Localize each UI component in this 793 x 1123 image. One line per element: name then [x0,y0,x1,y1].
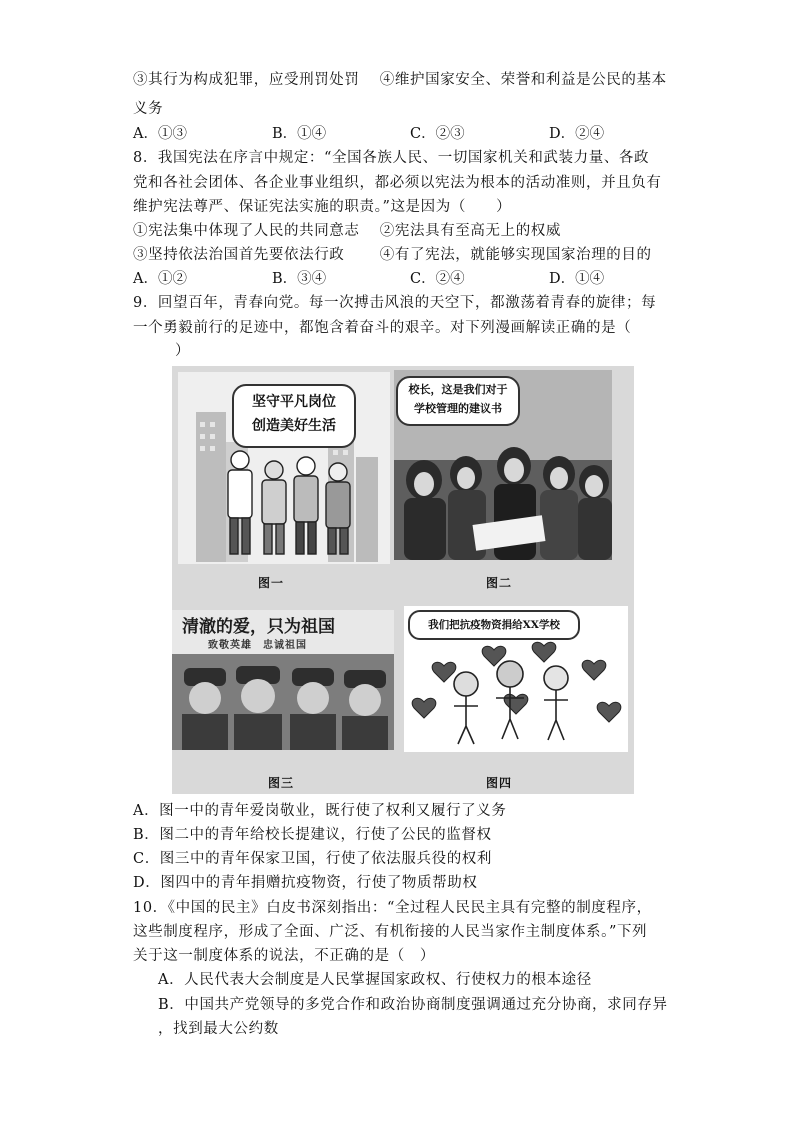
q7-option-b: B．①④ [272,126,327,142]
student-speech-bubble [396,376,520,426]
q7-statements-line-cont: 义务 [133,101,164,117]
panel-3-soldiers [172,610,394,750]
panel-1-workers [178,372,390,564]
q9-option-d: D．图四中的青年捐赠抗疫物资，行使了物质帮助权 [133,875,478,891]
panel-2-students [394,370,612,560]
q8-option-b: B．③④ [272,271,327,287]
q9-option-c: C．图三中的青年保家卫国，行使了依法服兵役的权利 [133,851,492,867]
donation-speech-bubble: 我们把抗疫物资捐给XX学校 [408,610,580,640]
q8-option-d: D．①④ [549,271,605,287]
panel-4-donation [404,606,628,752]
caption-figure-4: 图四 [486,776,513,790]
q8-stem-line-2: 党和各社会团体、各企业事业组织，都必须以宪法为根本的活动准则，并且负有 [133,175,662,191]
q8-statements-1: ①宪法集中体现了人民的共同意志 ②宪法具有至高无上的权威 [133,223,562,239]
caption-figure-2: 图二 [486,576,513,590]
q7-option-a: A．①③ [133,126,187,142]
q7-option-c: C．②③ [410,126,465,142]
bubble-line-2: 学校管理的建议书 [414,402,502,415]
q7-statements-line: ③其行为构成犯罪，应受刑罚处罚 ④维护国家安全、荣誉和利益是公民的基本 [133,72,667,88]
panel-3-title: 清澈的爱，只为祖国 [182,617,335,637]
q9-stem-line-3: ） [175,343,191,359]
panel-3-subtitle: 致敬英雄 忠诚祖国 [208,640,307,651]
q10-option-b: B．中国共产党领导的多党合作和政治协商制度强调通过充分协商，求同存异 [158,997,668,1013]
q8-statements-2: ③坚持依法治国首先要依法行政 ④有了宪法，就能够实现国家治理的目的 [133,247,652,263]
q9-option-b: B．图二中的青年给校长提建议，行使了公民的监督权 [133,827,492,843]
q9-option-a: A．图一中的青年爱岗敬业，既行使了权利又履行了义务 [133,803,507,819]
bubble-line-2: 创造美好生活 [252,418,336,434]
q10-stem-line-1: 10．《中国的民主》白皮书深刻指出：“全过程人民民主具有完整的制度程序， [133,900,652,916]
q9-stem-line-2: 一个勇毅前行的足迹中，都饱含着奋斗的艰辛。对下列漫画解读正确的是（ [133,320,632,336]
q8-option-c: C．②④ [410,271,465,287]
q10-option-a: A．人民代表大会制度是人民掌握国家政权、行使权力的根本途径 [158,972,592,988]
bubble-line-1: 坚守平凡岗位 [252,394,336,410]
caption-figure-3: 图三 [268,776,295,790]
q10-stem-line-3: 关于这一制度体系的说法，不正确的是（ ） [133,948,435,964]
q7-option-d: D．②④ [549,126,605,142]
worker-speech-bubble [232,384,356,448]
q10-option-b-cont: ，找到最大公约数 [158,1021,279,1037]
comic-figure [172,366,634,794]
caption-figure-1: 图一 [258,576,285,590]
bubble-line-1: 校长，这是我们对于 [408,383,508,396]
q8-stem-line-3: 维护宪法尊严、保证宪法实施的职责。”这是因为（ ） [133,199,512,215]
q8-option-a: A．①② [133,271,187,287]
q9-stem-line-1: 9．回望百年，青春向党。每一次搏击风浪的天空下，都激荡着青春的旋律；每 [133,295,657,311]
q10-stem-line-2: 这些制度程序，形成了全面、广泛、有机衔接的人民当家作主制度体系。”下列 [133,924,648,940]
q8-stem-line-1: 8．我国宪法在序言中规定：“全国各族人民、一切国家机关和武装力量、各政 [133,150,650,166]
